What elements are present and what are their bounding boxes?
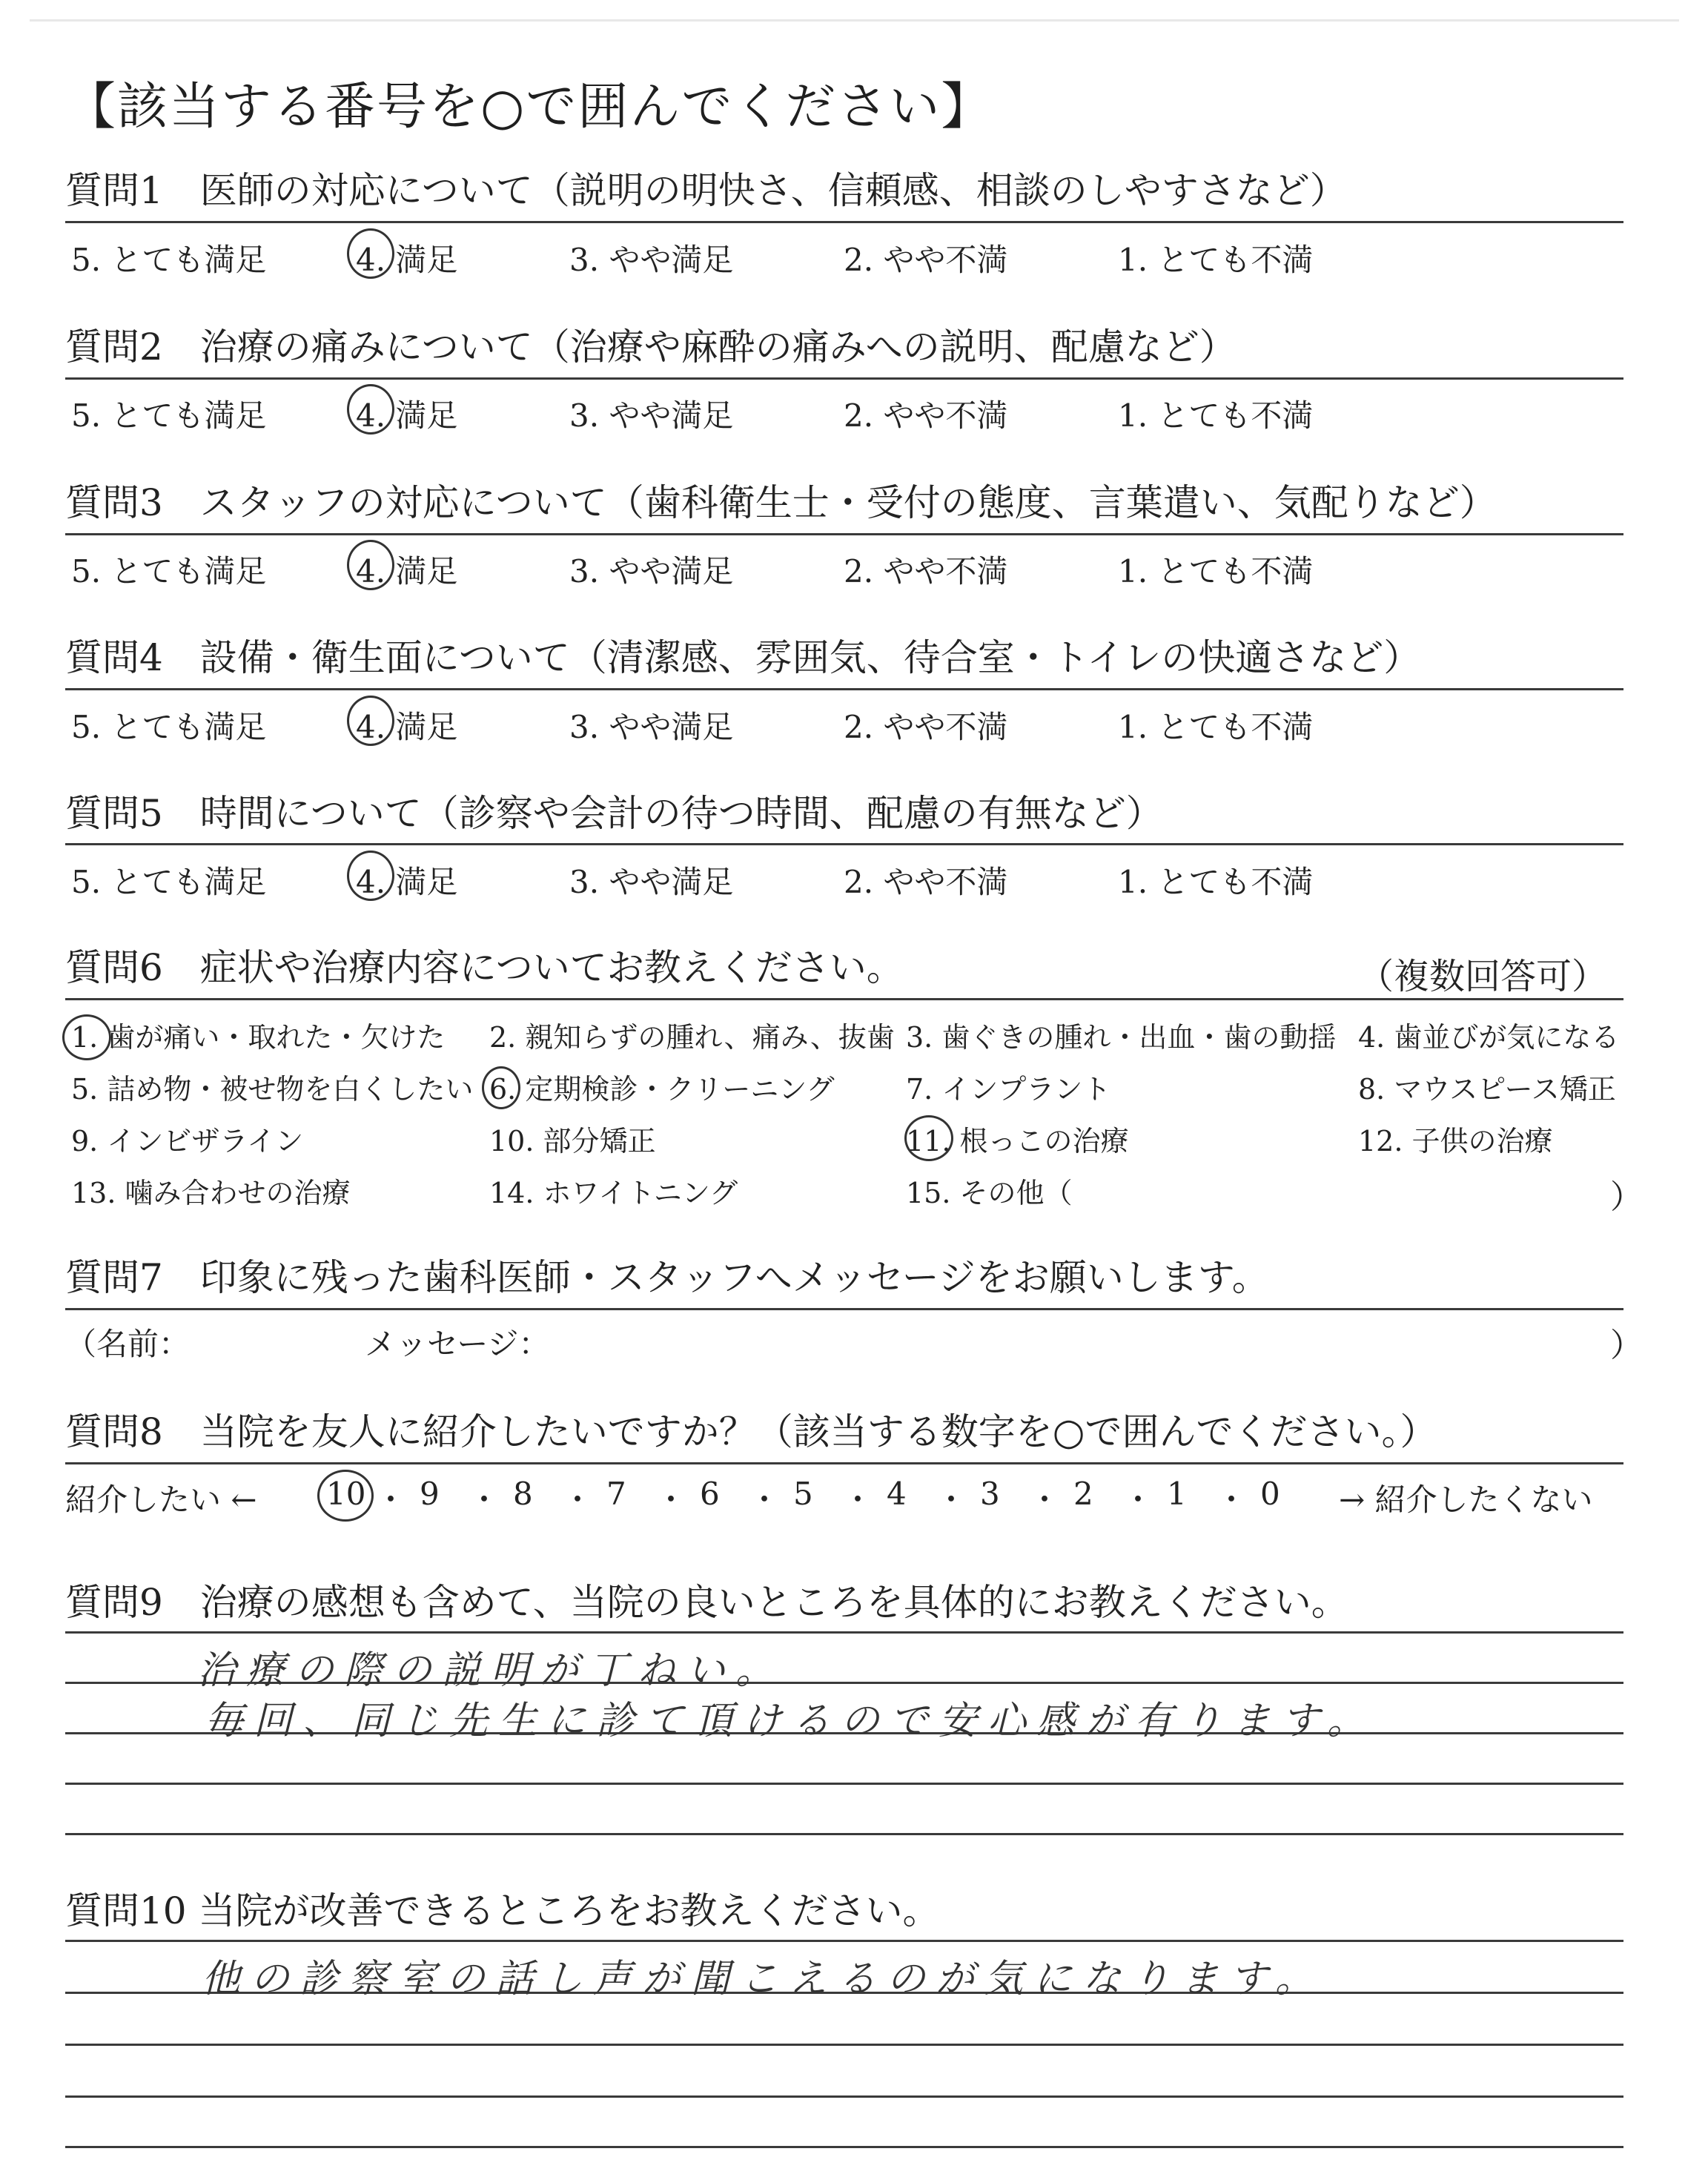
instruction-header: 【該当する番号を○で囲んでください】 — [65, 78, 993, 136]
q8-scale-7[interactable]: 7 — [606, 1476, 626, 1512]
q3-option-5[interactable]: 5. とても満足 — [71, 553, 267, 589]
question-5-title: 質問5 時間について（診察や会計の待つ時間、配慮の有無など） — [65, 792, 1163, 835]
q8-separator: ・ — [655, 1482, 687, 1518]
q9-line-4 — [65, 1783, 1623, 1785]
q3-option-1[interactable]: 1. とても不満 — [1118, 553, 1314, 589]
top-border — [30, 19, 1679, 22]
q10-line-5 — [65, 2146, 1623, 2148]
question-1 — [65, 169, 1622, 218]
q8-separator: ・ — [469, 1482, 500, 1518]
question-4-options — [65, 703, 1622, 747]
q6-other-close-paren: ） — [1610, 1178, 1643, 1216]
question-4-rule — [65, 688, 1623, 690]
q8-separator: ・ — [1216, 1482, 1248, 1518]
q8-separator: ・ — [562, 1482, 594, 1518]
q4-option-4[interactable]: 4. 満足 — [356, 709, 458, 745]
q2-option-5[interactable]: 5. とても満足 — [71, 397, 267, 434]
q8-separator: ・ — [375, 1482, 407, 1518]
q3-option-2[interactable]: 2. やや不満 — [844, 553, 1008, 589]
question-1-rule — [65, 221, 1623, 223]
q6-item-12[interactable]: 12. 子供の治療 — [1358, 1125, 1553, 1157]
q1-option-1[interactable]: 1. とても不満 — [1118, 242, 1314, 278]
question-8-rule — [65, 1462, 1623, 1464]
q6-item-11[interactable]: 11. 根っこの治療 — [906, 1125, 1129, 1157]
q9-answer-line-2: 毎回、同じ先生に診て頂けるので安心感が有ります。 — [205, 1699, 1376, 1743]
q6-item-15[interactable]: 15. その他（ — [906, 1177, 1073, 1209]
question-3 — [65, 481, 1622, 530]
q10-line-1 — [65, 1940, 1623, 1942]
q8-scale-8[interactable]: 8 — [513, 1476, 533, 1512]
q8-right-label: → 紹介したくない — [1339, 1482, 1593, 1518]
q8-scale-3[interactable]: 3 — [980, 1476, 1000, 1512]
question-6-title: 質問6 症状や治療内容についてお教えください。 — [65, 946, 904, 989]
q3-option-4[interactable]: 4. 満足 — [356, 553, 458, 589]
q9-line-1 — [65, 1631, 1623, 1634]
q6-item-9[interactable]: 9. インビザライン — [71, 1125, 304, 1157]
question-2-title: 質問2 治療の痛みについて（治療や麻酔の痛みへの説明、配慮など） — [65, 326, 1237, 369]
q4-option-2[interactable]: 2. やや不満 — [844, 709, 1008, 745]
question-3-options — [65, 547, 1622, 592]
q5-selection-circle — [347, 851, 394, 901]
q10-answer-line-1: 他の診察室の話し声が聞こえるのが気になります。 — [202, 1957, 1324, 2001]
question-9 — [65, 1581, 1622, 1630]
q6-item-1[interactable]: 1. 歯が痛い・取れた・欠けた — [71, 1021, 446, 1054]
q5-option-1[interactable]: 1. とても不満 — [1118, 864, 1314, 900]
q7-name-label: （名前： — [65, 1326, 191, 1362]
q1-option-5[interactable]: 5. とても満足 — [71, 242, 267, 278]
q3-selection-circle — [347, 540, 394, 590]
question-9-title: 質問9 治療の感想も含めて、当院の良いところを具体的にお教えください。 — [65, 1581, 1348, 1624]
q2-option-1[interactable]: 1. とても不満 — [1118, 397, 1314, 434]
q8-scale-9[interactable]: 9 — [420, 1476, 440, 1512]
question-2-options — [65, 392, 1622, 436]
q1-option-2[interactable]: 2. やや不満 — [844, 242, 1008, 278]
q8-scale-4[interactable]: 4 — [887, 1476, 907, 1512]
question-6-note: （複数回答可） — [1358, 956, 1608, 997]
q1-option-4[interactable]: 4. 満足 — [356, 242, 458, 278]
q2-option-2[interactable]: 2. やや不満 — [844, 397, 1008, 434]
q8-separator: ・ — [936, 1482, 967, 1518]
question-7 — [65, 1256, 1622, 1305]
question-3-title: 質問3 スタッフの対応について（歯科衛生士・受付の態度、言葉遣い、気配りなど） — [65, 481, 1497, 524]
q6-item-10[interactable]: 10. 部分矯正 — [489, 1125, 656, 1157]
q9-line-5 — [65, 1833, 1623, 1835]
question-3-rule — [65, 533, 1623, 535]
q6-selection-circle-6 — [482, 1066, 520, 1109]
question-1-options — [65, 236, 1622, 280]
question-7-title: 質問7 印象に残った歯科医師・スタッフへメッセージをお願いします。 — [65, 1256, 1269, 1299]
question-8-title: 質問8 当院を友人に紹介したいですか？（該当する数字を○で囲んでください。） — [65, 1410, 1437, 1453]
q6-selection-circle-11 — [904, 1115, 953, 1161]
q7-close-paren: ） — [1610, 1327, 1643, 1364]
q6-item-6[interactable]: 6. 定期検診・クリーニング — [489, 1073, 835, 1106]
q8-scale-5[interactable]: 5 — [793, 1476, 813, 1512]
q6-item-2[interactable]: 2. 親知らずの腫れ、痛み、抜歯 — [489, 1021, 895, 1054]
q4-selection-circle — [347, 696, 394, 746]
q8-scale-10[interactable]: 10 — [326, 1476, 366, 1512]
q1-option-3[interactable]: 3. やや満足 — [569, 242, 734, 278]
q8-separator: ・ — [749, 1482, 781, 1518]
q6-item-13[interactable]: 13. 噛み合わせの治療 — [71, 1177, 351, 1209]
q10-line-3 — [65, 2044, 1623, 2046]
q6-item-14[interactable]: 14. ホワイトニング — [489, 1177, 738, 1209]
q5-option-2[interactable]: 2. やや不満 — [844, 864, 1008, 900]
q2-option-4[interactable]: 4. 満足 — [356, 397, 458, 434]
q8-separator: ・ — [1029, 1482, 1061, 1518]
q9-answer-line-1: 治療の際の説明が丁ねい。 — [197, 1648, 785, 1693]
q1-selection-circle — [347, 228, 394, 279]
q3-option-3[interactable]: 3. やや満足 — [569, 553, 734, 589]
q5-option-5[interactable]: 5. とても満足 — [71, 864, 267, 900]
q8-scale — [0, 1476, 1708, 1520]
q6-item-8[interactable]: 8. マウスピース矯正 — [1358, 1073, 1616, 1106]
q5-option-3[interactable]: 3. やや満足 — [569, 864, 734, 900]
q8-separator: ・ — [842, 1482, 874, 1518]
q6-item-7[interactable]: 7. インプラント — [906, 1073, 1111, 1106]
q4-option-5[interactable]: 5. とても満足 — [71, 709, 267, 745]
q7-message-label: メッセージ： — [365, 1326, 550, 1362]
q6-selection-circle-1 — [62, 1014, 111, 1060]
q5-option-4[interactable]: 4. 満足 — [356, 864, 458, 900]
q4-option-1[interactable]: 1. とても不満 — [1118, 709, 1314, 745]
q8-left-label: 紹介したい ← — [65, 1482, 257, 1518]
question-7-rule — [65, 1308, 1623, 1310]
q2-option-3[interactable]: 3. やや満足 — [569, 397, 734, 434]
q8-selection-circle — [317, 1470, 374, 1522]
q6-item-4[interactable]: 4. 歯並びが気になる — [1358, 1021, 1620, 1054]
question-5-rule — [65, 843, 1623, 845]
q6-item-5[interactable]: 5. 詰め物・被せ物を白くしたい — [71, 1073, 474, 1106]
question-8 — [65, 1410, 1622, 1459]
q8-scale-6[interactable]: 6 — [700, 1476, 720, 1512]
question-2-rule — [65, 377, 1623, 380]
q4-option-3[interactable]: 3. やや満足 — [569, 709, 734, 745]
q2-selection-circle — [347, 384, 394, 435]
question-4-title: 質問4 設備・衛生面について（清潔感、雰囲気、待合室・トイレの快適さなど） — [65, 636, 1421, 679]
question-5 — [65, 792, 1622, 841]
q10-line-4 — [65, 2095, 1623, 2098]
q8-scale-2[interactable]: 2 — [1073, 1476, 1093, 1512]
q8-scale-1[interactable]: 1 — [1167, 1476, 1187, 1512]
question-6-rule — [65, 998, 1623, 1000]
question-2 — [65, 328, 1622, 374]
question-10 — [65, 1889, 1622, 1938]
question-5-options — [65, 858, 1622, 902]
q8-scale-0[interactable]: 0 — [1260, 1476, 1280, 1512]
question-4 — [65, 636, 1622, 685]
question-10-title: 質問10 当院が改善できるところをお教えください。 — [65, 1889, 940, 1932]
question-1-title: 質問1 医師の対応について（説明の明快さ、信頼感、相談のしやすさなど） — [65, 169, 1347, 212]
q8-separator: ・ — [1122, 1482, 1154, 1518]
q6-item-3[interactable]: 3. 歯ぐきの腫れ・出血・歯の動揺 — [906, 1021, 1337, 1054]
